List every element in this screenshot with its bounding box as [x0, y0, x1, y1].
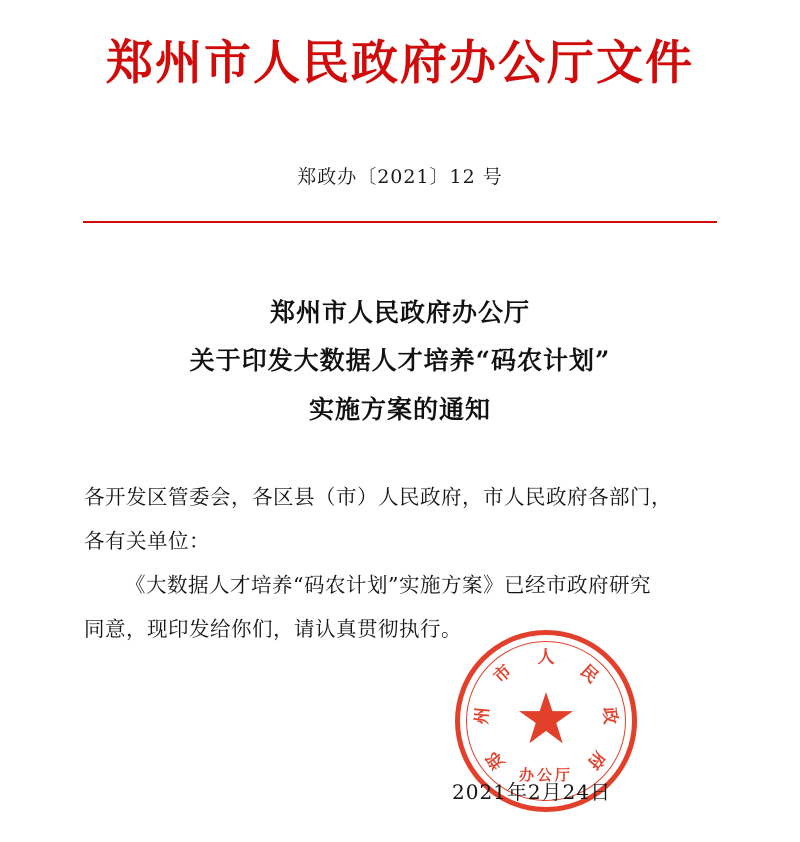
seal-bottom-text: 办公厅: [518, 766, 573, 784]
addressee-line-2: 各有关单位：: [84, 529, 210, 553]
document-title: [0, 289, 800, 435]
seal-arc-char: 府: [582, 747, 610, 773]
red-divider-rule: [83, 221, 717, 223]
seal-arc-char: 政: [598, 706, 620, 726]
document-date: 2021年2月24日: [452, 780, 612, 804]
masthead-title: 郑州市人民政府办公厅文件: [106, 36, 694, 91]
masthead: [0, 0, 800, 90]
seal-arc-char: 市: [489, 661, 516, 688]
title-line-3: 实施方案的通知: [308, 395, 491, 425]
body-paragraph-line-1: 《大数据人才培养“码农计划”实施方案》已经市政府研究: [125, 573, 651, 598]
document-number: 郑政办〔2021〕12 号: [297, 165, 503, 188]
addressee-line-1: 各开发区管委会，各区县（市）人民政府，市人民政府各部门，: [84, 484, 672, 509]
seal-arc-char: 州: [472, 706, 494, 726]
seal-arc-char: 郑: [482, 747, 510, 773]
seal-arc-char: 民: [576, 661, 603, 688]
document-body: [84, 475, 716, 651]
body-paragraph-line-2: 同意，现印发给你们，请认真贯彻执行。: [84, 617, 462, 642]
document-number-row: [0, 162, 800, 189]
title-line-2: 关于印发大数据人才培养“码农计划”: [189, 346, 611, 376]
seal-arc-char: 人: [537, 647, 555, 668]
title-line-1: 郑州市人民政府办公厅: [269, 297, 530, 327]
